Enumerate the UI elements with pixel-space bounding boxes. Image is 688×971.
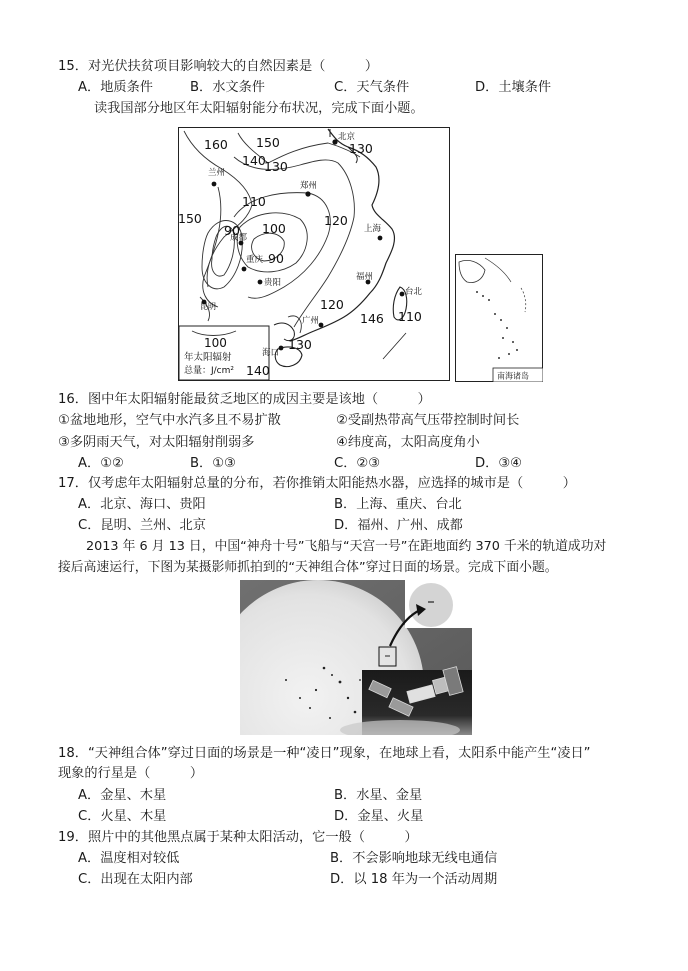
isoline-value-90: 90 — [224, 223, 240, 238]
q16-option-b: B．①③ — [190, 456, 236, 471]
q18-option-b: B．水星、金星 — [334, 788, 423, 803]
q16-option-a: A．①② — [78, 456, 124, 471]
isoline-value-150: 150 — [178, 211, 202, 226]
q18-stem-line1: 18．“天神组合体”穿过日面的场景是一种“凌日”现象，在地球上看，太阳系中能产生“凌日” — [58, 746, 591, 761]
city-label-fuzhou: 福州 — [356, 272, 374, 282]
q18-option-d: D．金星、火星 — [334, 809, 424, 824]
isoline-value-90: 90 — [268, 251, 284, 266]
legend-value: 100 — [204, 336, 227, 350]
city-label-guangzhou: 广州 — [302, 316, 320, 326]
transit-intro-line2: 接后高速运行，下图为某摄影师抓拍到的“天神组合体”穿过日面的场景。完成下面小题。 — [58, 560, 558, 575]
legend-title: 年太阳辐射 — [184, 352, 232, 363]
isoline-value-130: 130 — [288, 337, 312, 352]
transit-photo — [240, 580, 472, 735]
city-label-shanghai: 上海 — [364, 224, 382, 234]
q15-option-c: C．天气条件 — [334, 80, 410, 95]
map-intro: 读我国部分地区年太阳辐射能分布状况，完成下面小题。 — [94, 101, 424, 116]
q18-option-c: C．火星、木星 — [78, 809, 167, 824]
q17-option-a: A．北京、海口、贵阳 — [78, 497, 206, 512]
q17-option-c: C．昆明、兰州、北京 — [78, 518, 206, 533]
south-china-sea-inset — [455, 254, 543, 382]
q16-stem: 16．图中年太阳辐射能最贫乏地区的成因主要是该地（ ） — [58, 392, 431, 407]
q18-stem-line2: 现象的行星是（ ） — [58, 766, 204, 781]
q15-option-d: D．土壤条件 — [475, 80, 552, 95]
q15-stem: 15．对光伏扶贫项目影响较大的自然因素是（ ） — [58, 59, 379, 74]
isoline-value-150: 150 — [256, 135, 280, 150]
solar-radiation-map — [178, 127, 450, 381]
q16-option-d: D．③④ — [475, 456, 522, 471]
legend-unit: 总量：J/cm² — [184, 366, 235, 376]
q18-option-a: A．金星、木星 — [78, 788, 167, 803]
isoline-value-110: 110 — [242, 194, 266, 209]
city-label-chengdu: 成都 — [230, 233, 248, 243]
q17-option-b: B．上海、重庆、台北 — [334, 497, 462, 512]
q16-option-c: C．②③ — [334, 456, 381, 471]
isoline-value-130: 130 — [264, 159, 288, 174]
city-label-zhengzhou: 郑州 — [300, 181, 318, 191]
isoline-value-100: 100 — [262, 221, 286, 236]
city-label-haikou: 海口 — [262, 348, 280, 358]
transit-photo-svg — [240, 580, 472, 735]
city-label-taibei: 台北 — [405, 287, 423, 297]
q19-option-a: A．温度相对较低 — [78, 851, 180, 866]
solar-radiation-map-svg — [178, 127, 450, 381]
q16-statement-1: ①盆地地形，空气中水汽多且不易扩散 — [58, 413, 281, 428]
q19-stem: 19．照片中的其他黑点属于某种太阳活动，它一般（ ） — [58, 830, 418, 845]
isoline-value-146: 146 — [360, 311, 384, 326]
q19-option-b: B．不会影响地球无线电通信 — [330, 851, 498, 866]
q17-stem: 17．仅考虑年太阳辐射总量的分布，若你推销太阳能热水器，应选择的城市是（ ） — [58, 476, 576, 491]
city-label-guiyang: 贵阳 — [264, 278, 282, 288]
isoline-value-110: 110 — [398, 309, 422, 324]
isoline-value-130: 130 — [349, 141, 373, 156]
isoline-value-120: 120 — [324, 213, 348, 228]
q16-statement-3: ③多阴雨天气，对太阳辐射削弱多 — [58, 435, 255, 450]
q16-statement-4: ④纬度高，太阳高度角小 — [336, 435, 480, 450]
city-label-chongqing: 重庆 — [246, 255, 264, 265]
q17-option-d: D．福州、广州、成都 — [334, 518, 463, 533]
city-label-beijing: 北京 — [338, 132, 356, 142]
q19-option-c: C．出现在太阳内部 — [78, 872, 193, 887]
q16-statement-2: ②受副热带高气压带控制时间长 — [336, 413, 520, 428]
isoline-value-140: 140 — [242, 153, 266, 168]
q19-option-d: D．以 18 年为一个活动周期 — [330, 872, 498, 887]
isoline-value-140: 140 — [246, 363, 270, 378]
city-label-kunming: 昆明 — [200, 302, 216, 311]
city-label-lanzhou: 兰州 — [208, 168, 226, 178]
inset-svg — [455, 254, 543, 382]
transit-intro-line1: 2013 年 6 月 13 日，中国“神舟十号”飞船与“天宫一号”在距地面约 370 千米的轨道成功对 — [86, 539, 607, 554]
q15-option-b: B．水文条件 — [190, 80, 265, 95]
isoline-value-120: 120 — [320, 297, 344, 312]
q15-option-a: A．地质条件 — [78, 80, 153, 95]
inset-label: 南海诸岛 — [497, 371, 529, 381]
isoline-value-160: 160 — [204, 137, 228, 152]
